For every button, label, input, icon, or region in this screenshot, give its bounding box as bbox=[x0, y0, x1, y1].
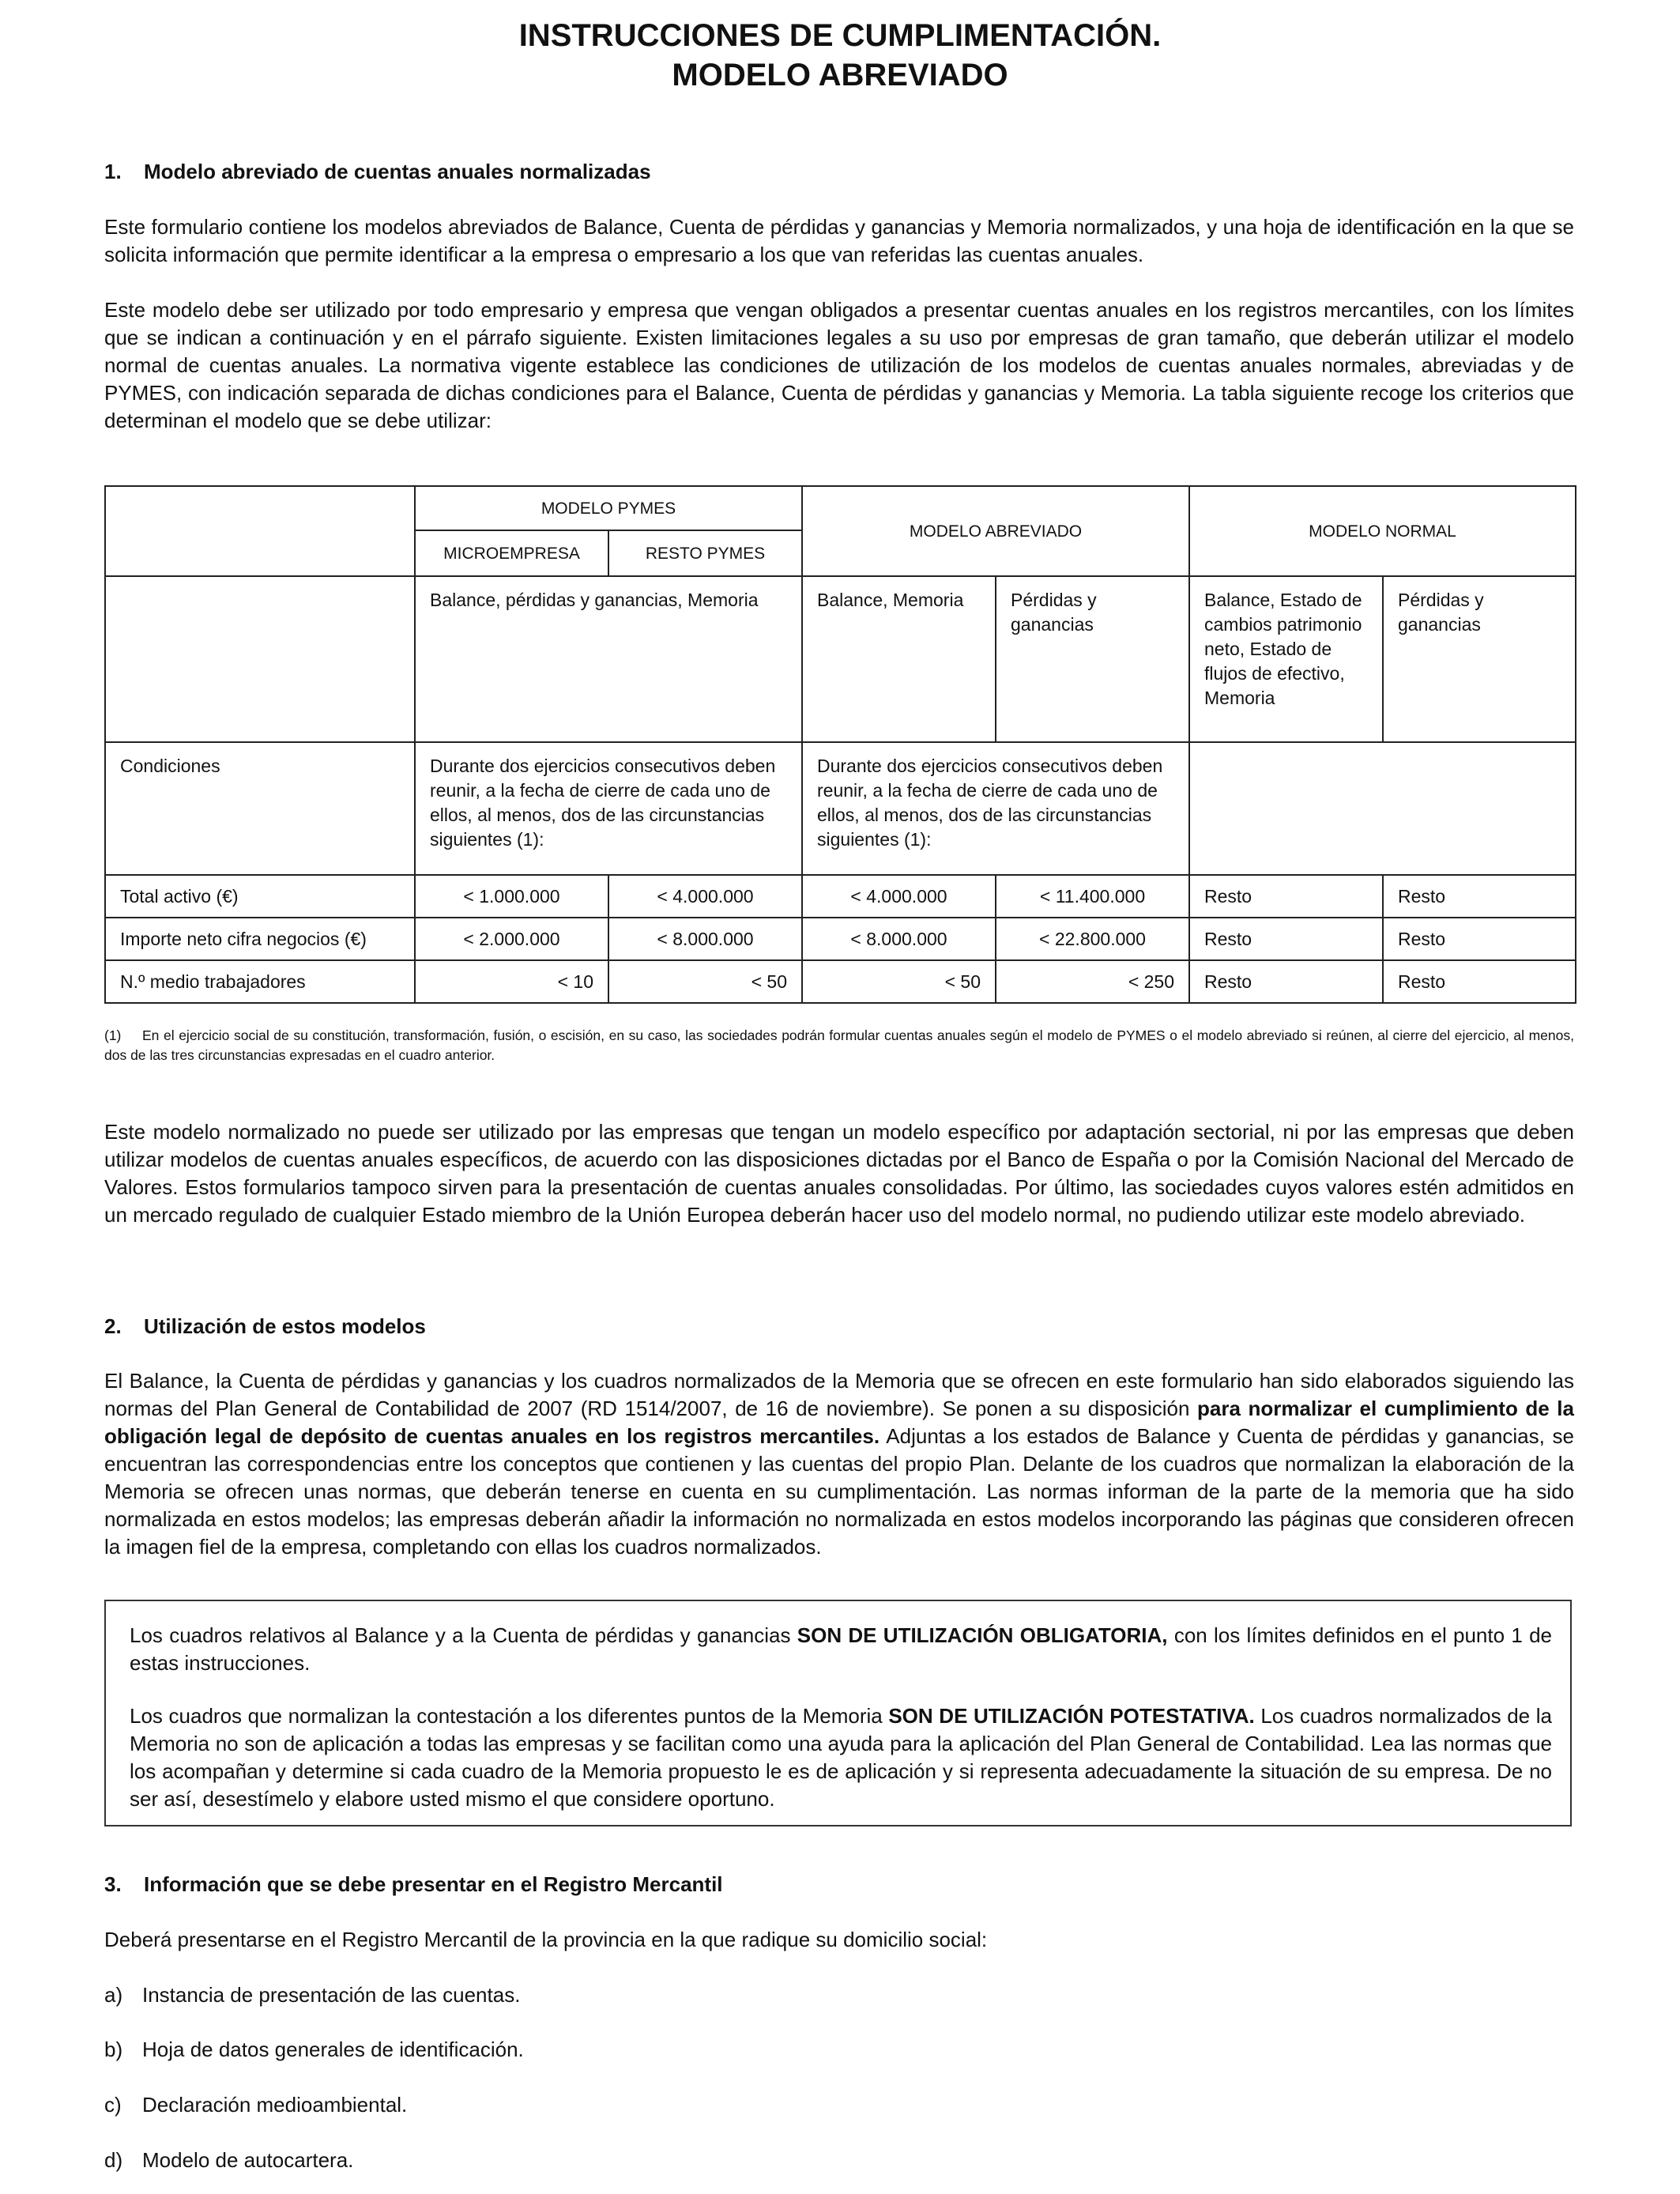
table-footnote bbox=[104, 1026, 1574, 1065]
header-modelo-normal: MODELO NORMAL bbox=[1189, 486, 1576, 576]
section-3-number: 3. bbox=[104, 1872, 122, 1896]
list-marker: a) bbox=[104, 1983, 123, 2007]
header-microempresa: MICROEMPRESA bbox=[415, 530, 608, 576]
list-item bbox=[104, 1981, 520, 2008]
cell-normal-1: Resto bbox=[1189, 960, 1383, 1003]
conditions-normal-empty bbox=[1189, 742, 1576, 875]
cell-normal-2: Resto bbox=[1383, 875, 1576, 918]
row-label: Importe neto cifra negocios (€) bbox=[105, 918, 415, 960]
title-line-2: MODELO ABREVIADO bbox=[672, 58, 1008, 92]
cell-normal-1: Resto bbox=[1189, 918, 1383, 960]
list-item bbox=[104, 2091, 407, 2118]
list-text: Instancia de presentación de las cuentas. bbox=[142, 1983, 521, 2007]
table-row bbox=[105, 960, 1576, 1003]
section-2-paragraph bbox=[104, 1367, 1574, 1561]
cell-resto-pymes: < 8.000.000 bbox=[608, 918, 802, 960]
section-2-text-b: Adjuntas a los estados de Balance y Cuenta de pérdidas y ganancias, se encuentran las correspondencias entre los conceptos que contienen y las cuentas del propio Plan. Delante de los cuadros que normalizan la elaboración de la Memoria se ofrecen unas normas, que deberán tenerse en cuenta en su cumplimentación. Las normas informan de la parte de la memoria que ha sido normalizada en estos modelos; las empresas deberán añadir la información no normalizada en estos modelos incorporando las páginas que consideren ofrecen la imagen fiel de la empresa, completando con ellas los cuadros normalizados. bbox=[104, 1424, 1574, 1559]
section-2-heading bbox=[104, 1313, 426, 1340]
cell-normal-1: Resto bbox=[1189, 875, 1383, 918]
section-1-title: Modelo abreviado de cuentas anuales normalizadas bbox=[144, 160, 651, 183]
cell-abreviado-2: < 250 bbox=[996, 960, 1189, 1003]
section-2-text-a: El Balance, la Cuenta de pérdidas y ganancias y los cuadros normalizados de la Memoria que se ofrecen en este formulario han sido elaborados siguiendo las normas del Plan General de Contabilidad de 2007 (RD 1514/2007, de 16 de noviembre). Se ponen a su disposición bbox=[104, 1369, 1574, 1420]
footnote-mark: (1) bbox=[104, 1027, 122, 1043]
table-corner-cell bbox=[105, 486, 415, 576]
list-item bbox=[104, 2036, 524, 2063]
header-modelo-abreviado: MODELO ABREVIADO bbox=[802, 486, 1189, 576]
header-modelo-pymes: MODELO PYMES bbox=[415, 486, 802, 530]
cell-micro: < 10 bbox=[415, 960, 608, 1003]
docs-abreviado-balance: Balance, Memoria bbox=[802, 576, 996, 742]
section-1-number: 1. bbox=[104, 160, 122, 183]
conditions-abreviado: Durante dos ejercicios consecutivos deben reunir, a la fecha de cierre de cada uno de ellos, al menos, dos de las circunstancias siguientes (1): bbox=[802, 742, 1189, 875]
list-text: Declaración medioambiental. bbox=[142, 2093, 408, 2117]
header-resto-pymes: RESTO PYMES bbox=[608, 530, 802, 576]
table-row bbox=[105, 875, 1576, 918]
conditions-label: Condiciones bbox=[105, 742, 415, 875]
section-2-text-bold: para normalizar el cumplimiento de la obligación legal de depósito de cuentas anuales en los registros mercantiles. bbox=[104, 1397, 1574, 1448]
docs-normal-balance: Balance, Estado de cambios patrimonio neto, Estado de flujos de efectivo, Memoria bbox=[1189, 576, 1383, 742]
cell-abreviado-2: < 11.400.000 bbox=[996, 875, 1189, 918]
section-1-paragraph-1: Este formulario contiene los modelos abreviados de Balance, Cuenta de pérdidas y ganancias y Memoria normalizados, y una hoja de identificación en la que se solicita información que permite identificar a la empresa o empresario a los que van referidas las cuentas anuales. bbox=[104, 215, 1574, 266]
cell-normal-2: Resto bbox=[1383, 960, 1576, 1003]
docs-empty-cell bbox=[105, 576, 415, 742]
list-marker: c) bbox=[104, 2093, 122, 2117]
cell-abreviado-2: < 22.800.000 bbox=[996, 918, 1189, 960]
notice-1-text-a: Los cuadros relativos al Balance y a la Cuenta de pérdidas y ganancias bbox=[130, 1623, 797, 1647]
list-text: Modelo de autocartera. bbox=[142, 2148, 354, 2172]
notice-box bbox=[104, 1600, 1572, 1826]
conditions-pymes: Durante dos ejercicios consecutivos deben reunir, a la fecha de cierre de cada uno de ellos, al menos, dos de las circunstancias siguientes (1): bbox=[415, 742, 802, 875]
cell-resto-pymes: < 50 bbox=[608, 960, 802, 1003]
cell-normal-2: Resto bbox=[1383, 918, 1576, 960]
section-3-intro: Deberá presentarse en el Registro Mercantil de la provincia en la que radique su domicilio social: bbox=[104, 1928, 988, 1951]
notice-1-text-b: con los límites definidos en el punto 1 de estas instrucciones. bbox=[130, 1623, 1553, 1675]
cell-abreviado-1: < 8.000.000 bbox=[802, 918, 996, 960]
section-1-paragraph-3: Este modelo normalizado no puede ser utilizado por las empresas que tengan un modelo específico por adaptación sectorial, ni por las empresas que deben utilizar modelos de cuentas anuales específicos, de acuerdo con las disposiciones dictadas por el Banco de España o por la Comisión Nacional del Mercado de Valores. Estos formularios tampoco sirven para la presentación de cuentas anuales consolidadas. Por último, las sociedades cuyos valores estén admitidos en un mercado regulado de cualquier Estado miembro de la Unión Europea deberán hacer uso del modelo normal, no pudiendo utilizar este modelo abreviado. bbox=[104, 1120, 1574, 1227]
list-marker: d) bbox=[104, 2148, 123, 2172]
section-2-title: Utilización de estos modelos bbox=[144, 1314, 426, 1338]
section-1-paragraph-2: Este modelo debe ser utilizado por todo empresario y empresa que vengan obligados a presentar cuentas anuales en los registros mercantiles, con los límites que se indican a continuación y en el párrafo siguiente. Existen limitaciones legales a su uso por empresas de gran tamaño, que deberán utilizar el modelo normal de cuentas anuales. La normativa vigente establece las condiciones de utilización de los modelos de cuentas anuales normales, abreviadas y de PYMES, con indicación separada de dichas condiciones para el Balance, Cuenta de pérdidas y ganancias y Memoria. La tabla siguiente recoge los criterios que determinan el modelo que se debe utilizar: bbox=[104, 298, 1574, 432]
list-marker: b) bbox=[104, 2038, 123, 2061]
notice-2-text-a: Los cuadros que normalizan la contestación a los diferentes puntos de la Memoria bbox=[130, 1704, 889, 1728]
cell-micro: < 1.000.000 bbox=[415, 875, 608, 918]
cell-abreviado-1: < 50 bbox=[802, 960, 996, 1003]
docs-normal-perdidas: Pérdidas y ganancias bbox=[1383, 576, 1576, 742]
notice-2-text-b: Los cuadros normalizados de la Memoria no son de aplicación a todas las empresas y se facilitan como una ayuda para la aplicación del Plan General de Contabilidad. Lea las normas que los acompañan y determine si cada cuadro de la Memoria propuesto le es de aplicación y si representa adecuadamente la situación de su empresa. De no ser así, desestímelo y elabore usted mismo el que considere oportuno. bbox=[130, 1704, 1552, 1811]
section-1-heading bbox=[104, 158, 651, 185]
cell-micro: < 2.000.000 bbox=[415, 918, 608, 960]
row-label: Total activo (€) bbox=[105, 875, 415, 918]
cell-abreviado-1: < 4.000.000 bbox=[802, 875, 996, 918]
cell-resto-pymes: < 4.000.000 bbox=[608, 875, 802, 918]
table-row bbox=[105, 918, 1576, 960]
row-label: N.º medio trabajadores bbox=[105, 960, 415, 1003]
document-title bbox=[0, 16, 1680, 95]
section-3-title: Información que se debe presentar en el Registro Mercantil bbox=[144, 1872, 723, 1896]
list-text: Hoja de datos generales de identificación. bbox=[142, 2038, 524, 2061]
docs-pymes: Balance, pérdidas y ganancias, Memoria bbox=[415, 576, 802, 742]
section-3-heading bbox=[104, 1871, 723, 1898]
list-item bbox=[104, 2147, 353, 2173]
title-line-1: INSTRUCCIONES DE CUMPLIMENTACIÓN. bbox=[518, 18, 1162, 53]
notice-1-text-bold: SON DE UTILIZACIÓN OBLIGATORIA, bbox=[797, 1623, 1168, 1647]
notice-paragraph-2 bbox=[130, 1702, 1552, 1813]
footnote-text: En el ejercicio social de su constitución, transformación, fusión, o escisión, en su caso, las sociedades podrán formular cuentas anuales según el modelo de PYMES o el modelo abreviado si reúnen, al cierre del ejercicio, al menos, dos de las tres circunstancias expresadas en el cuadro anterior. bbox=[104, 1027, 1574, 1063]
docs-abreviado-perdidas: Pérdidas y ganancias bbox=[996, 576, 1189, 742]
notice-2-text-bold: SON DE UTILIZACIÓN POTESTATIVA. bbox=[888, 1704, 1255, 1728]
criteria-table bbox=[104, 485, 1576, 1004]
section-2-number: 2. bbox=[104, 1314, 122, 1338]
notice-paragraph-1 bbox=[130, 1622, 1552, 1677]
